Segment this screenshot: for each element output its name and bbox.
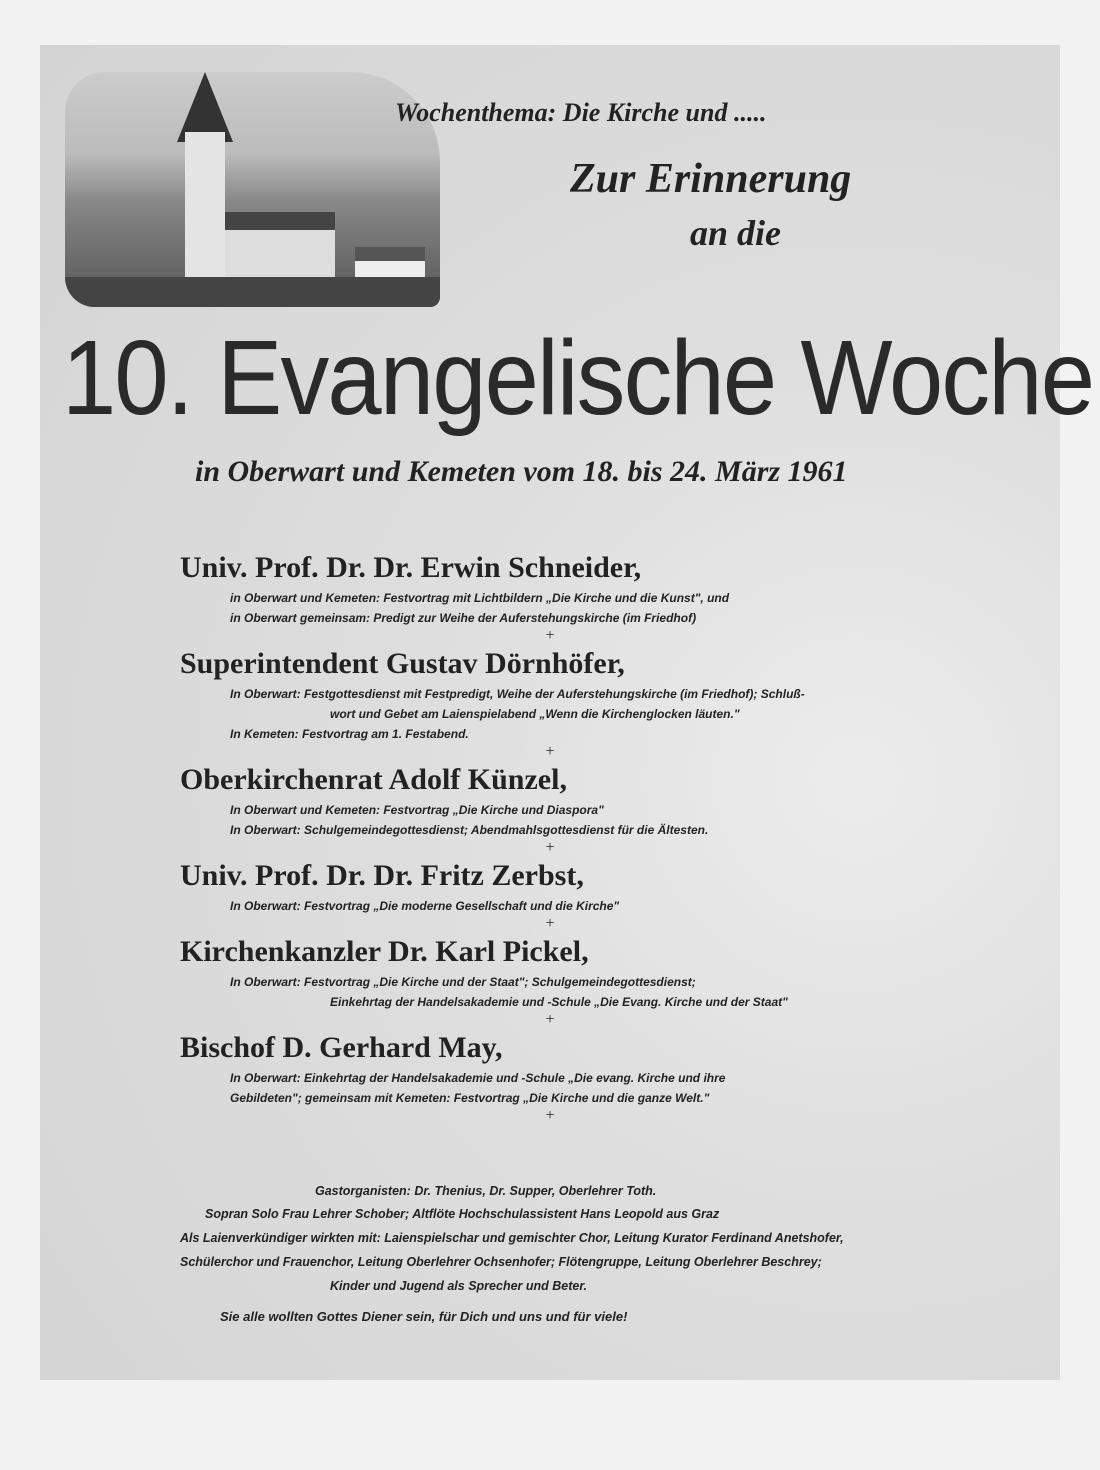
speaker-detail: In Oberwart: Festgottesdienst mit Festpredigt, Weihe der Auferstehungskirche (im Friedhof); Schluß- [230,687,805,701]
footer-line: Kinder und Jugend als Sprecher und Beter. [330,1279,587,1293]
speaker-detail: Gebildeten"; gemeinsam mit Kemeten: Festvortrag „Die Kirche und die ganze Welt." [230,1091,710,1105]
speaker-name: Oberkirchenrat Adolf Künzel, [180,763,567,796]
separator: + [545,743,555,760]
footer-line: Gastorganisten: Dr. Thenius, Dr. Supper, Oberlehrer Toth. [315,1184,657,1198]
church-photo [65,72,440,307]
poster-title: 10. Evangelische Woche [62,319,1094,437]
speaker-entry [0,932,1100,1028]
footer-line: Schülerchor und Frauenchor, Leitung Oberlehrer Ochsenhofer; Flötengruppe, Leitung Oberlehrer Beschrey; [180,1255,822,1269]
speaker-detail: Einkehrtag der Handelsakademie und -Schule „Die Evang. Kirche und der Staat" [330,995,788,1009]
speaker-detail: wort und Gebet am Laienspielabend „Wenn die Kirchenglocken läuten." [330,707,740,721]
separator: + [545,839,555,856]
closing-line: Sie alle wollten Gottes Diener sein, für Dich und uns und für viele! [220,1309,628,1324]
week-theme: Wochenthema: Die Kirche und ..... [395,98,767,127]
speaker-detail: In Oberwart: Schulgemeindegottesdienst; Abendmahlsgottesdienst für die Ältesten. [230,823,709,837]
speaker-name: Univ. Prof. Dr. Dr. Fritz Zerbst, [180,859,584,892]
speaker-detail: In Kemeten: Festvortrag am 1. Festabend. [230,727,469,741]
speaker-detail: In Oberwart: Einkehrtag der Handelsakademie und -Schule „Die evang. Kirche und ihre [230,1071,726,1085]
erinnerung-heading: Zur Erinnerung [570,156,852,202]
speaker-entry [0,760,1100,856]
speaker-detail: in Oberwart gemeinsam: Predigt zur Weihe der Auferstehungskirche (im Friedhof) [230,611,697,625]
speaker-entry [0,856,1100,932]
church-tower [185,132,225,282]
ground [65,277,440,307]
speaker-detail: In Oberwart: Festvortrag „Die Kirche und der Staat"; Schulgemeindegottesdienst; [230,975,696,989]
poster-subtitle: in Oberwart und Kemeten vom 18. bis 24. März 1961 [195,455,848,488]
footer-line: Als Laienverkündiger wirkten mit: Laienspielschar und gemischter Chor, Leitung Kurator Ferdinand Anetshofer, [180,1231,844,1245]
separator: + [545,915,555,932]
an-die-heading: an die [690,213,782,253]
speaker-entry [0,644,1100,760]
speaker-detail: In Oberwart und Kemeten: Festvortrag „Die Kirche und Diaspora" [230,803,604,817]
separator: + [545,1011,555,1028]
speaker-name: Superintendent Gustav Dörnhöfer, [180,647,625,680]
speaker-list [0,548,1100,1124]
footer-line: Sopran Solo Frau Lehrer Schober; Altflöte Hochschulassistent Hans Leopold aus Graz [205,1207,720,1221]
speaker-entry [0,548,1100,644]
speaker-name: Kirchenkanzler Dr. Karl Pickel, [180,935,589,968]
speaker-entry [0,1028,1100,1124]
speaker-name: Univ. Prof. Dr. Dr. Erwin Schneider, [180,551,642,584]
separator: + [545,1107,555,1124]
speaker-detail: in Oberwart und Kemeten: Festvortrag mit Lichtbildern „Die Kirche und die Kunst", und [230,591,730,605]
speaker-detail: In Oberwart: Festvortrag „Die moderne Gesellschaft und die Kirche" [230,899,620,913]
speaker-name: Bischof D. Gerhard May, [180,1031,503,1064]
separator: + [545,627,555,644]
